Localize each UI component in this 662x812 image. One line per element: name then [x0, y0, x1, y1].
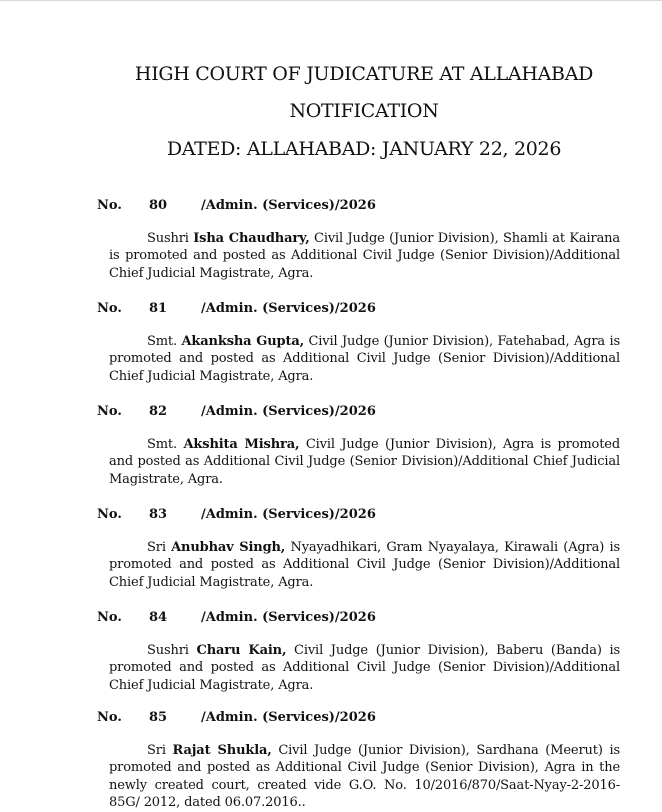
- no-label: No.: [97, 710, 122, 725]
- officer-name: Charu Kain,: [196, 643, 287, 658]
- honorific: Smt.: [147, 437, 177, 452]
- posting-details: Civil Judge (Junior Division), Shamli at Kairana is promoted and posted as Additional Civil Judge (Senior Division)/Additional Chief Judicial Magistrate, Agra.: [109, 231, 620, 281]
- notification-reference: /Admin. (Services)/2026: [201, 610, 376, 625]
- no-label: No.: [97, 198, 122, 213]
- court-title: HIGH COURT OF JUDICATURE AT ALLAHABAD: [134, 63, 594, 85]
- no-label: No.: [97, 507, 122, 522]
- notification-reference: /Admin. (Services)/2026: [201, 301, 376, 316]
- notification-reference: /Admin. (Services)/2026: [201, 198, 376, 213]
- posting-details: Civil Judge (Junior Division), Agra is promoted and posted as Additional Civil Judge (Senior Division)/Additional Chief Judicial Magistrate, Agra.: [109, 437, 621, 487]
- notification-number: 84: [149, 610, 168, 625]
- notification-heading: NOTIFICATION: [289, 100, 439, 122]
- notification-text: [109, 230, 620, 282]
- posting-details: Nyayadhikari, Gram Nyayalaya, Kirawali (Agra) is promoted and posted as Additional Civil Judge (Senior Division)/Additional Chief Judicial Magistrate, Agra.: [109, 540, 621, 590]
- notification-text: [109, 539, 620, 591]
- no-label: No.: [97, 301, 122, 316]
- honorific: Sushri: [147, 643, 189, 658]
- notification-reference: /Admin. (Services)/2026: [201, 507, 376, 522]
- notification-number: 81: [149, 301, 168, 316]
- dated-line: DATED: ALLAHABAD: JANUARY 22, 2026: [166, 138, 562, 160]
- notification-reference: /Admin. (Services)/2026: [201, 404, 376, 419]
- notification-text: [109, 642, 620, 694]
- honorific: Sri: [147, 540, 166, 555]
- notification-number: 85: [149, 710, 168, 725]
- posting-details: Civil Judge (Junior Division), Sardhana (Meerut) is promoted and posted as Additional Civil Judge (Senior Division), Agra in the newly created court, created vide G.O. No. 10/2016/870/Saat-Nyay-2-2016-85G/ 2012, dated 06.07.2016..: [109, 743, 620, 811]
- officer-name: Isha Chaudhary,: [193, 231, 310, 246]
- notification-number: 80: [149, 198, 168, 213]
- officer-name: Akanksha Gupta,: [181, 334, 304, 349]
- officer-name: Rajat Shukla,: [172, 743, 272, 758]
- honorific: Sushri: [147, 231, 189, 246]
- officer-name: Anubhav Singh,: [171, 540, 286, 555]
- honorific: Smt.: [147, 334, 177, 349]
- notification-text: [109, 436, 620, 488]
- honorific: Sri: [147, 743, 166, 758]
- notification-text: [109, 742, 620, 812]
- notification-text: [109, 333, 620, 385]
- no-label: No.: [97, 610, 122, 625]
- notification-number: 82: [149, 404, 168, 419]
- notification-reference: /Admin. (Services)/2026: [201, 710, 376, 725]
- officer-name: Akshita Mishra,: [183, 437, 300, 452]
- notification-number: 83: [149, 507, 168, 522]
- no-label: No.: [97, 404, 122, 419]
- posting-details: Civil Judge (Junior Division), Fatehabad, Agra is promoted and posted as Additional Civil Judge (Senior Division)/Additional Chief Judicial Magistrate, Agra.: [109, 334, 620, 384]
- posting-details: Civil Judge (Junior Division), Baberu (Banda) is promoted and posted as Additional Civil Judge (Senior Division)/Additional Chief Judicial Magistrate, Agra.: [109, 643, 620, 693]
